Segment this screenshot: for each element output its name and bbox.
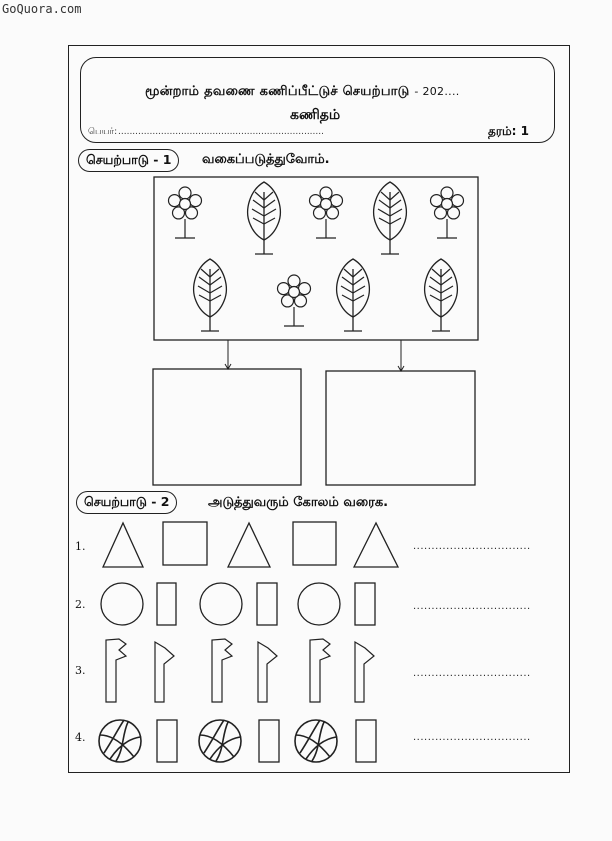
volleyball-icon — [99, 720, 141, 762]
rectangle-icon — [157, 720, 177, 762]
flag-icon — [355, 642, 374, 702]
circle-icon — [200, 583, 242, 625]
leaf-icon — [194, 259, 227, 331]
flower-icon — [310, 187, 343, 238]
square-icon — [163, 522, 207, 565]
activity-2-badge: செயற்பாடு - 2 — [76, 491, 177, 514]
subject-title: கணிதம் — [290, 107, 341, 123]
triangle-icon — [228, 523, 270, 567]
rectangle-icon — [157, 583, 176, 625]
rectangle-icon — [356, 720, 376, 762]
activity-2-title: அடுத்துவரும் கோலம் வரைக. — [208, 495, 389, 510]
question-3-answer-line[interactable]: ................................ — [413, 668, 531, 679]
circle-icon — [298, 583, 340, 625]
question-4-answer-line[interactable]: ................................ — [413, 732, 531, 743]
name-field[interactable]: ........................................................................ — [118, 127, 324, 137]
volleyball-icon — [199, 720, 241, 762]
question-1-answer-line[interactable]: ................................ — [413, 541, 531, 552]
leaf-icon — [425, 259, 458, 331]
flower-icon — [431, 187, 464, 238]
question-4-number: 4. — [75, 731, 86, 744]
question-2-number: 2. — [75, 598, 86, 611]
flag-icon — [155, 642, 174, 702]
title-text: மூன்றாம் தவணை கணிப்பீட்டுச் செயற்பாடு — [145, 84, 410, 99]
flag-icon — [212, 639, 232, 702]
flag-icon — [258, 642, 277, 702]
sort-box-left[interactable] — [153, 369, 301, 485]
rectangle-icon — [257, 583, 277, 625]
leaf-icon — [337, 259, 370, 331]
leaf-icon — [374, 182, 407, 254]
rectangle-icon — [355, 583, 375, 625]
activity-1-title: வகைப்படுத்துவோம். — [202, 152, 330, 167]
flower-icon — [278, 275, 311, 326]
question-1-number: 1. — [75, 540, 86, 553]
title-year: - 202.... — [414, 85, 460, 98]
sort-box-right[interactable] — [326, 371, 475, 485]
activity-1-badge: செயற்பாடு - 1 — [78, 149, 179, 172]
watermark: GoQuora.com — [2, 2, 82, 16]
question-3-number: 3. — [75, 664, 86, 677]
picture-frame — [154, 177, 478, 340]
question-2-answer-line[interactable]: ................................ — [413, 601, 531, 612]
leaf-icon — [248, 182, 281, 254]
flower-icon — [169, 187, 202, 238]
rectangle-icon — [259, 720, 279, 762]
grade-label: தரம்: 1 — [488, 124, 529, 138]
triangle-icon — [354, 523, 398, 567]
circle-icon — [101, 583, 143, 625]
triangle-icon — [103, 523, 143, 567]
flag-icon — [106, 639, 126, 702]
volleyball-icon — [295, 720, 337, 762]
square-icon — [293, 522, 336, 565]
flag-icon — [310, 639, 330, 702]
name-label: பெயர்: — [88, 127, 118, 137]
